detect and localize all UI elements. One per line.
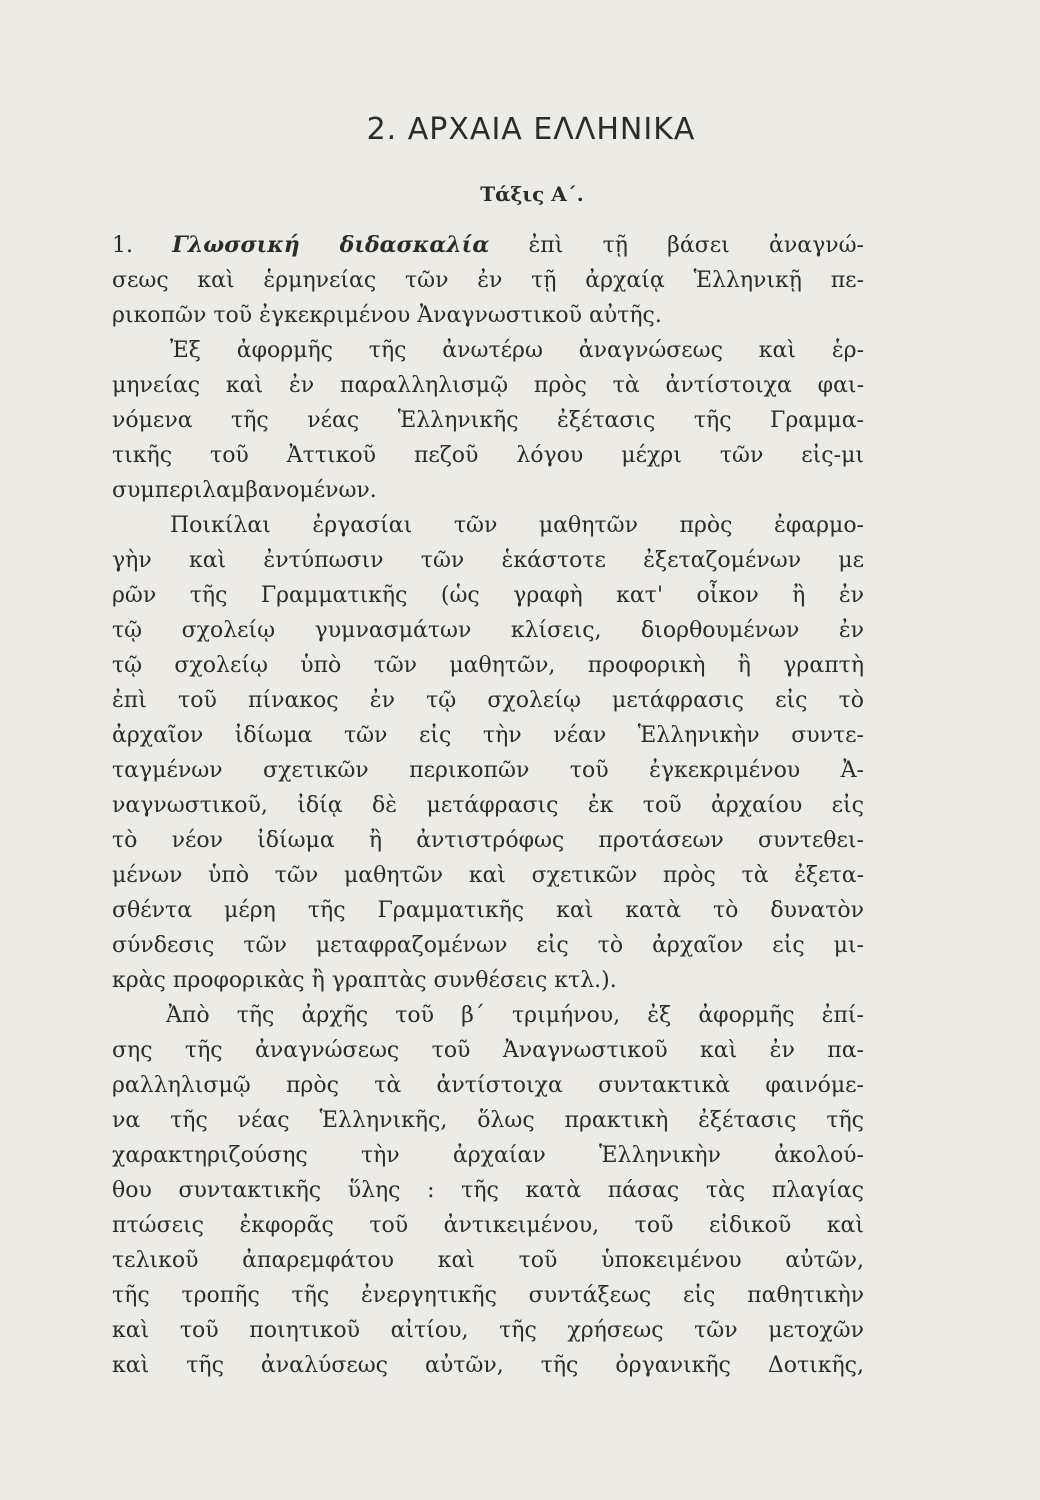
line-text: ἐπὶ τῇ βάσει ἀναγνώ- [528,233,864,258]
text-line: γὴν καὶ ἐντύπωσιν τῶν ἑκάστοτε ἐξεταζομένων με [112,548,864,573]
text-line: τελικοῦ ἀπαρεμφάτου καὶ τοῦ ὑποκειμένου αὐτῶν, [112,1248,864,1273]
text-line: σης τῆς ἀναγνώσεως τοῦ Ἀναγνωστικοῦ καὶ ἐν πα- [112,1038,864,1063]
text-line: νόμενα τῆς νέας Ἑλληνικῆς ἐξέτασις τῆς Γραμμα- [112,408,864,433]
text-line: ναγνωστικοῦ, ἰδίᾳ δὲ μετάφρασις ἐκ τοῦ ἀρχαίου εἰς [112,793,864,818]
chapter-title [0,112,1040,147]
text-line: να τῆς νέας Ἑλληνικῆς, ὅλως πρακτικὴ ἐξέτασις τῆς [112,1108,864,1133]
text-line: σύνδεσις τῶν μεταφραζομένων εἰς τὸ ἀρχαῖον εἰς μι- [112,933,864,958]
text-line: τῆς τροπῆς τῆς ἐνεργητικῆς συντάξεως εἰς παθητικὴν [112,1283,864,1308]
emphasized-term: Γλωσσική διδασκαλία [172,232,490,258]
text-line: Ἀπὸ τῆς ἀρχῆς τοῦ β΄ τριμήνου, ἐξ ἀφορμῆς ἐπί- [166,1003,864,1028]
text-line: ταγμένων σχετικῶν περικοπῶν τοῦ ἐγκεκριμένου Ἀ- [112,758,864,783]
text-line: καὶ τῆς ἀναλύσεως αὐτῶν, τῆς ὀργανικῆς Δοτικῆς, [112,1353,864,1378]
section-label: Τάξις Α΄. [480,182,584,206]
text-line: Ἐξ ἀφορμῆς τῆς ἀνωτέρω ἀναγνώσεως καὶ ἑρ- [170,338,864,363]
text-line: συμπεριλαμβανομένων. [112,478,377,503]
text-line: ρῶν τῆς Γραμματικῆς (ὡς γραφὴ κατ' οἶκον ἢ ἐν [112,583,864,608]
chapter-title-text: 2. ΑΡΧΑΙΑ ΕΛΛΗΝΙΚΑ [366,112,696,147]
text-line: ἐπὶ τοῦ πίνακος ἐν τῷ σχολείῳ μετάφρασις εἰς τὸ [112,688,864,713]
text-line: τῷ σχολείῳ γυμνασμάτων κλίσεις, διορθουμένων ἐν [112,618,864,643]
text-line: χαρακτηριζούσης τὴν ἀρχαίαν Ἑλληνικὴν ἀκολού- [112,1143,864,1168]
text-line: τῷ σχολείῳ ὑπὸ τῶν μαθητῶν, προφορικὴ ἢ γραπτὴ [112,653,864,678]
text-line [112,228,864,263]
text-line: πτώσεις ἐκφορᾶς τοῦ ἀντικειμένου, τοῦ εἰδικοῦ καὶ [112,1213,864,1238]
item-number: 1. [112,233,133,258]
text-line: σεως καὶ ἑρμηνείας τῶν ἐν τῇ ἀρχαίᾳ Ἑλληνικῇ πε- [112,268,864,293]
text-line: θου συντακτικῆς ὕλης : τῆς κατὰ πάσας τὰς πλαγίας [112,1178,864,1203]
text-line: τικῆς τοῦ Ἀττικοῦ πεζοῦ λόγου μέχρι τῶν εἰς-μι [112,443,864,468]
body-text [112,228,864,1383]
text-line: καὶ τοῦ ποιητικοῦ αἰτίου, τῆς χρήσεως τῶν μετοχῶν [112,1318,864,1343]
text-line: μηνείας καὶ ἐν παραλληλισμῷ πρὸς τὰ ἀντίστοιχα φαι- [112,373,864,398]
text-line: ραλληλισμῷ πρὸς τὰ ἀντίστοιχα συντακτικὰ φαινόμε- [112,1073,864,1098]
text-line: μένων ὑπὸ τῶν μαθητῶν καὶ σχετικῶν πρὸς τὰ ἐξετα- [112,863,864,888]
text-line: Ποικίλαι ἐργασίαι τῶν μαθητῶν πρὸς ἐφαρμο- [170,513,864,538]
text-line: κρὰς προφορικὰς ἢ γραπτὰς συνθέσεις κτλ.). [112,968,617,993]
text-line: σθέντα μέρη τῆς Γραμματικῆς καὶ κατὰ τὸ δυνατὸν [112,898,864,923]
text-line: τὸ νέον ἰδίωμα ἢ ἀντιστρόφως προτάσεων συντεθει- [112,828,864,853]
text-line: ἀρχαῖον ἰδίωμα τῶν εἰς τὴν νέαν Ἑλληνικὴν συντε- [112,723,864,748]
text-line: ρικοπῶν τοῦ ἐγκεκριμένου Ἀναγνωστικοῦ αὐτῆς. [112,303,662,328]
